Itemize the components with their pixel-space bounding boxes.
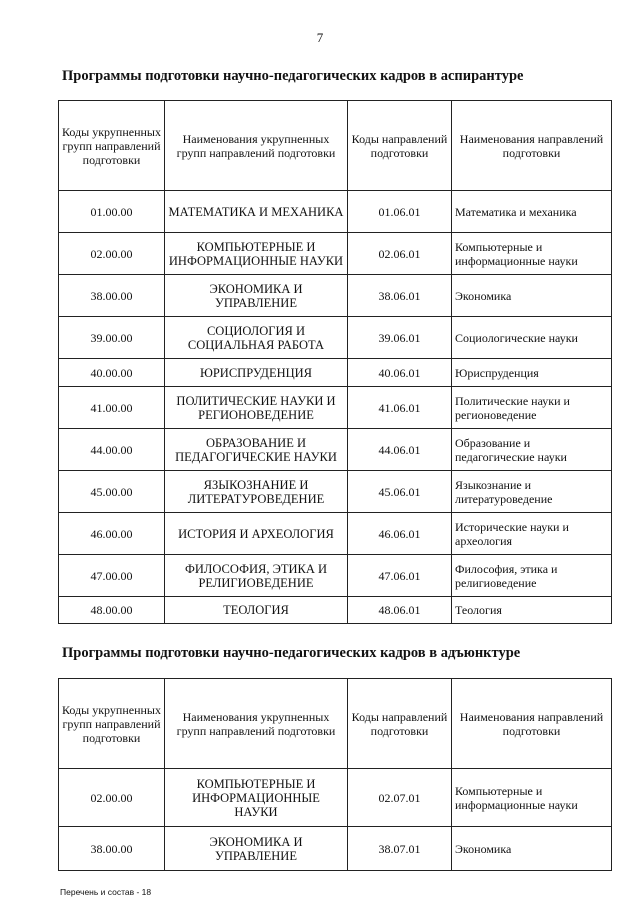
- section-title-aspirantura: Программы подготовки научно-педагогических кадров в аспирантуре: [62, 68, 524, 84]
- header-group-codes: Коды укрупненных групп направлений подготовки: [59, 679, 165, 769]
- table-row: [59, 359, 612, 387]
- section-title-adyunktura: Программы подготовки научно-педагогических кадров в адъюнктуре: [62, 645, 521, 661]
- direction-code: 48.06.01: [348, 597, 452, 624]
- direction-name: Экономика: [452, 275, 612, 317]
- group-name: КОМПЬЮТЕРНЫЕ И ИНФОРМАЦИОННЫЕ НАУКИ: [165, 769, 348, 827]
- group-code: 41.00.00: [59, 387, 165, 429]
- direction-name: Философия, этика и религиоведение: [452, 555, 612, 597]
- direction-code: 40.06.01: [348, 359, 452, 387]
- group-code: 45.00.00: [59, 471, 165, 513]
- group-name: ТЕОЛОГИЯ: [165, 597, 348, 624]
- direction-name: Образование и педагогические науки: [452, 429, 612, 471]
- table-row: [59, 317, 612, 359]
- header-direction-codes: Коды направлений подготовки: [348, 101, 452, 191]
- group-name: ОБРАЗОВАНИЕ И ПЕДАГОГИЧЕСКИЕ НАУКИ: [165, 429, 348, 471]
- direction-name: Экономика: [452, 827, 612, 871]
- direction-code: 38.06.01: [348, 275, 452, 317]
- header-direction-codes: Коды направлений подготовки: [348, 679, 452, 769]
- direction-code: 39.06.01: [348, 317, 452, 359]
- direction-code: 45.06.01: [348, 471, 452, 513]
- group-code: 38.00.00: [59, 275, 165, 317]
- direction-code: 38.07.01: [348, 827, 452, 871]
- group-code: 01.00.00: [59, 191, 165, 233]
- direction-code: 41.06.01: [348, 387, 452, 429]
- group-name: ФИЛОСОФИЯ, ЭТИКА И РЕЛИГИОВЕДЕНИЕ: [165, 555, 348, 597]
- direction-code: 47.06.01: [348, 555, 452, 597]
- direction-name: Юриспруденция: [452, 359, 612, 387]
- group-name: ЭКОНОМИКА И УПРАВЛЕНИЕ: [165, 827, 348, 871]
- group-code: 44.00.00: [59, 429, 165, 471]
- group-code: 02.00.00: [59, 769, 165, 827]
- group-code: 40.00.00: [59, 359, 165, 387]
- group-name: КОМПЬЮТЕРНЫЕ И ИНФОРМАЦИОННЫЕ НАУКИ: [165, 233, 348, 275]
- direction-code: 44.06.01: [348, 429, 452, 471]
- table-row: [59, 597, 612, 624]
- aspirantura-table: [58, 100, 612, 624]
- group-name: ПОЛИТИЧЕСКИЕ НАУКИ И РЕГИОНОВЕДЕНИЕ: [165, 387, 348, 429]
- footer-text: Перечень и состав - 18: [60, 887, 152, 897]
- header-group-names: Наименования укрупненных групп направлений подготовки: [165, 679, 348, 769]
- group-name: МАТЕМАТИКА И МЕХАНИКА: [165, 191, 348, 233]
- adyunktura-table: [58, 678, 612, 871]
- table-row: [59, 429, 612, 471]
- group-code: 02.00.00: [59, 233, 165, 275]
- direction-code: 02.07.01: [348, 769, 452, 827]
- table-row: [59, 275, 612, 317]
- table-row: [59, 513, 612, 555]
- direction-name: Социологические науки: [452, 317, 612, 359]
- direction-name: Политические науки и регионоведение: [452, 387, 612, 429]
- group-code: 46.00.00: [59, 513, 165, 555]
- group-code: 39.00.00: [59, 317, 165, 359]
- table-row: [59, 387, 612, 429]
- direction-name: Компьютерные и информационные науки: [452, 233, 612, 275]
- direction-name: Математика и механика: [452, 191, 612, 233]
- table-row: [59, 555, 612, 597]
- direction-code: 01.06.01: [348, 191, 452, 233]
- direction-name: Компьютерные и информационные науки: [452, 769, 612, 827]
- table-row: [59, 191, 612, 233]
- page-number: 7: [316, 30, 324, 45]
- group-name: СОЦИОЛОГИЯ И СОЦИАЛЬНАЯ РАБОТА: [165, 317, 348, 359]
- direction-code: 46.06.01: [348, 513, 452, 555]
- direction-name: Языкознание и литературоведение: [452, 471, 612, 513]
- table-row: [59, 769, 612, 827]
- group-code: 38.00.00: [59, 827, 165, 871]
- direction-name: Теология: [452, 597, 612, 624]
- table-row: [59, 233, 612, 275]
- direction-name: Исторические науки и археология: [452, 513, 612, 555]
- table-header-row: [59, 679, 612, 769]
- direction-code: 02.06.01: [348, 233, 452, 275]
- header-direction-names: Наименования направлений подготовки: [452, 101, 612, 191]
- group-name: ЮРИСПРУДЕНЦИЯ: [165, 359, 348, 387]
- table-header-row: [59, 101, 612, 191]
- header-group-names: Наименования укрупненных групп направлений подготовки: [165, 101, 348, 191]
- group-name: ИСТОРИЯ И АРХЕОЛОГИЯ: [165, 513, 348, 555]
- group-name: ЯЗЫКОЗНАНИЕ И ЛИТЕРАТУРОВЕДЕНИЕ: [165, 471, 348, 513]
- header-direction-names: Наименования направлений подготовки: [452, 679, 612, 769]
- group-code: 47.00.00: [59, 555, 165, 597]
- group-name: ЭКОНОМИКА И УПРАВЛЕНИЕ: [165, 275, 348, 317]
- table-row: [59, 471, 612, 513]
- table-row: [59, 827, 612, 871]
- header-group-codes: Коды укрупненных групп направлений подготовки: [59, 101, 165, 191]
- group-code: 48.00.00: [59, 597, 165, 624]
